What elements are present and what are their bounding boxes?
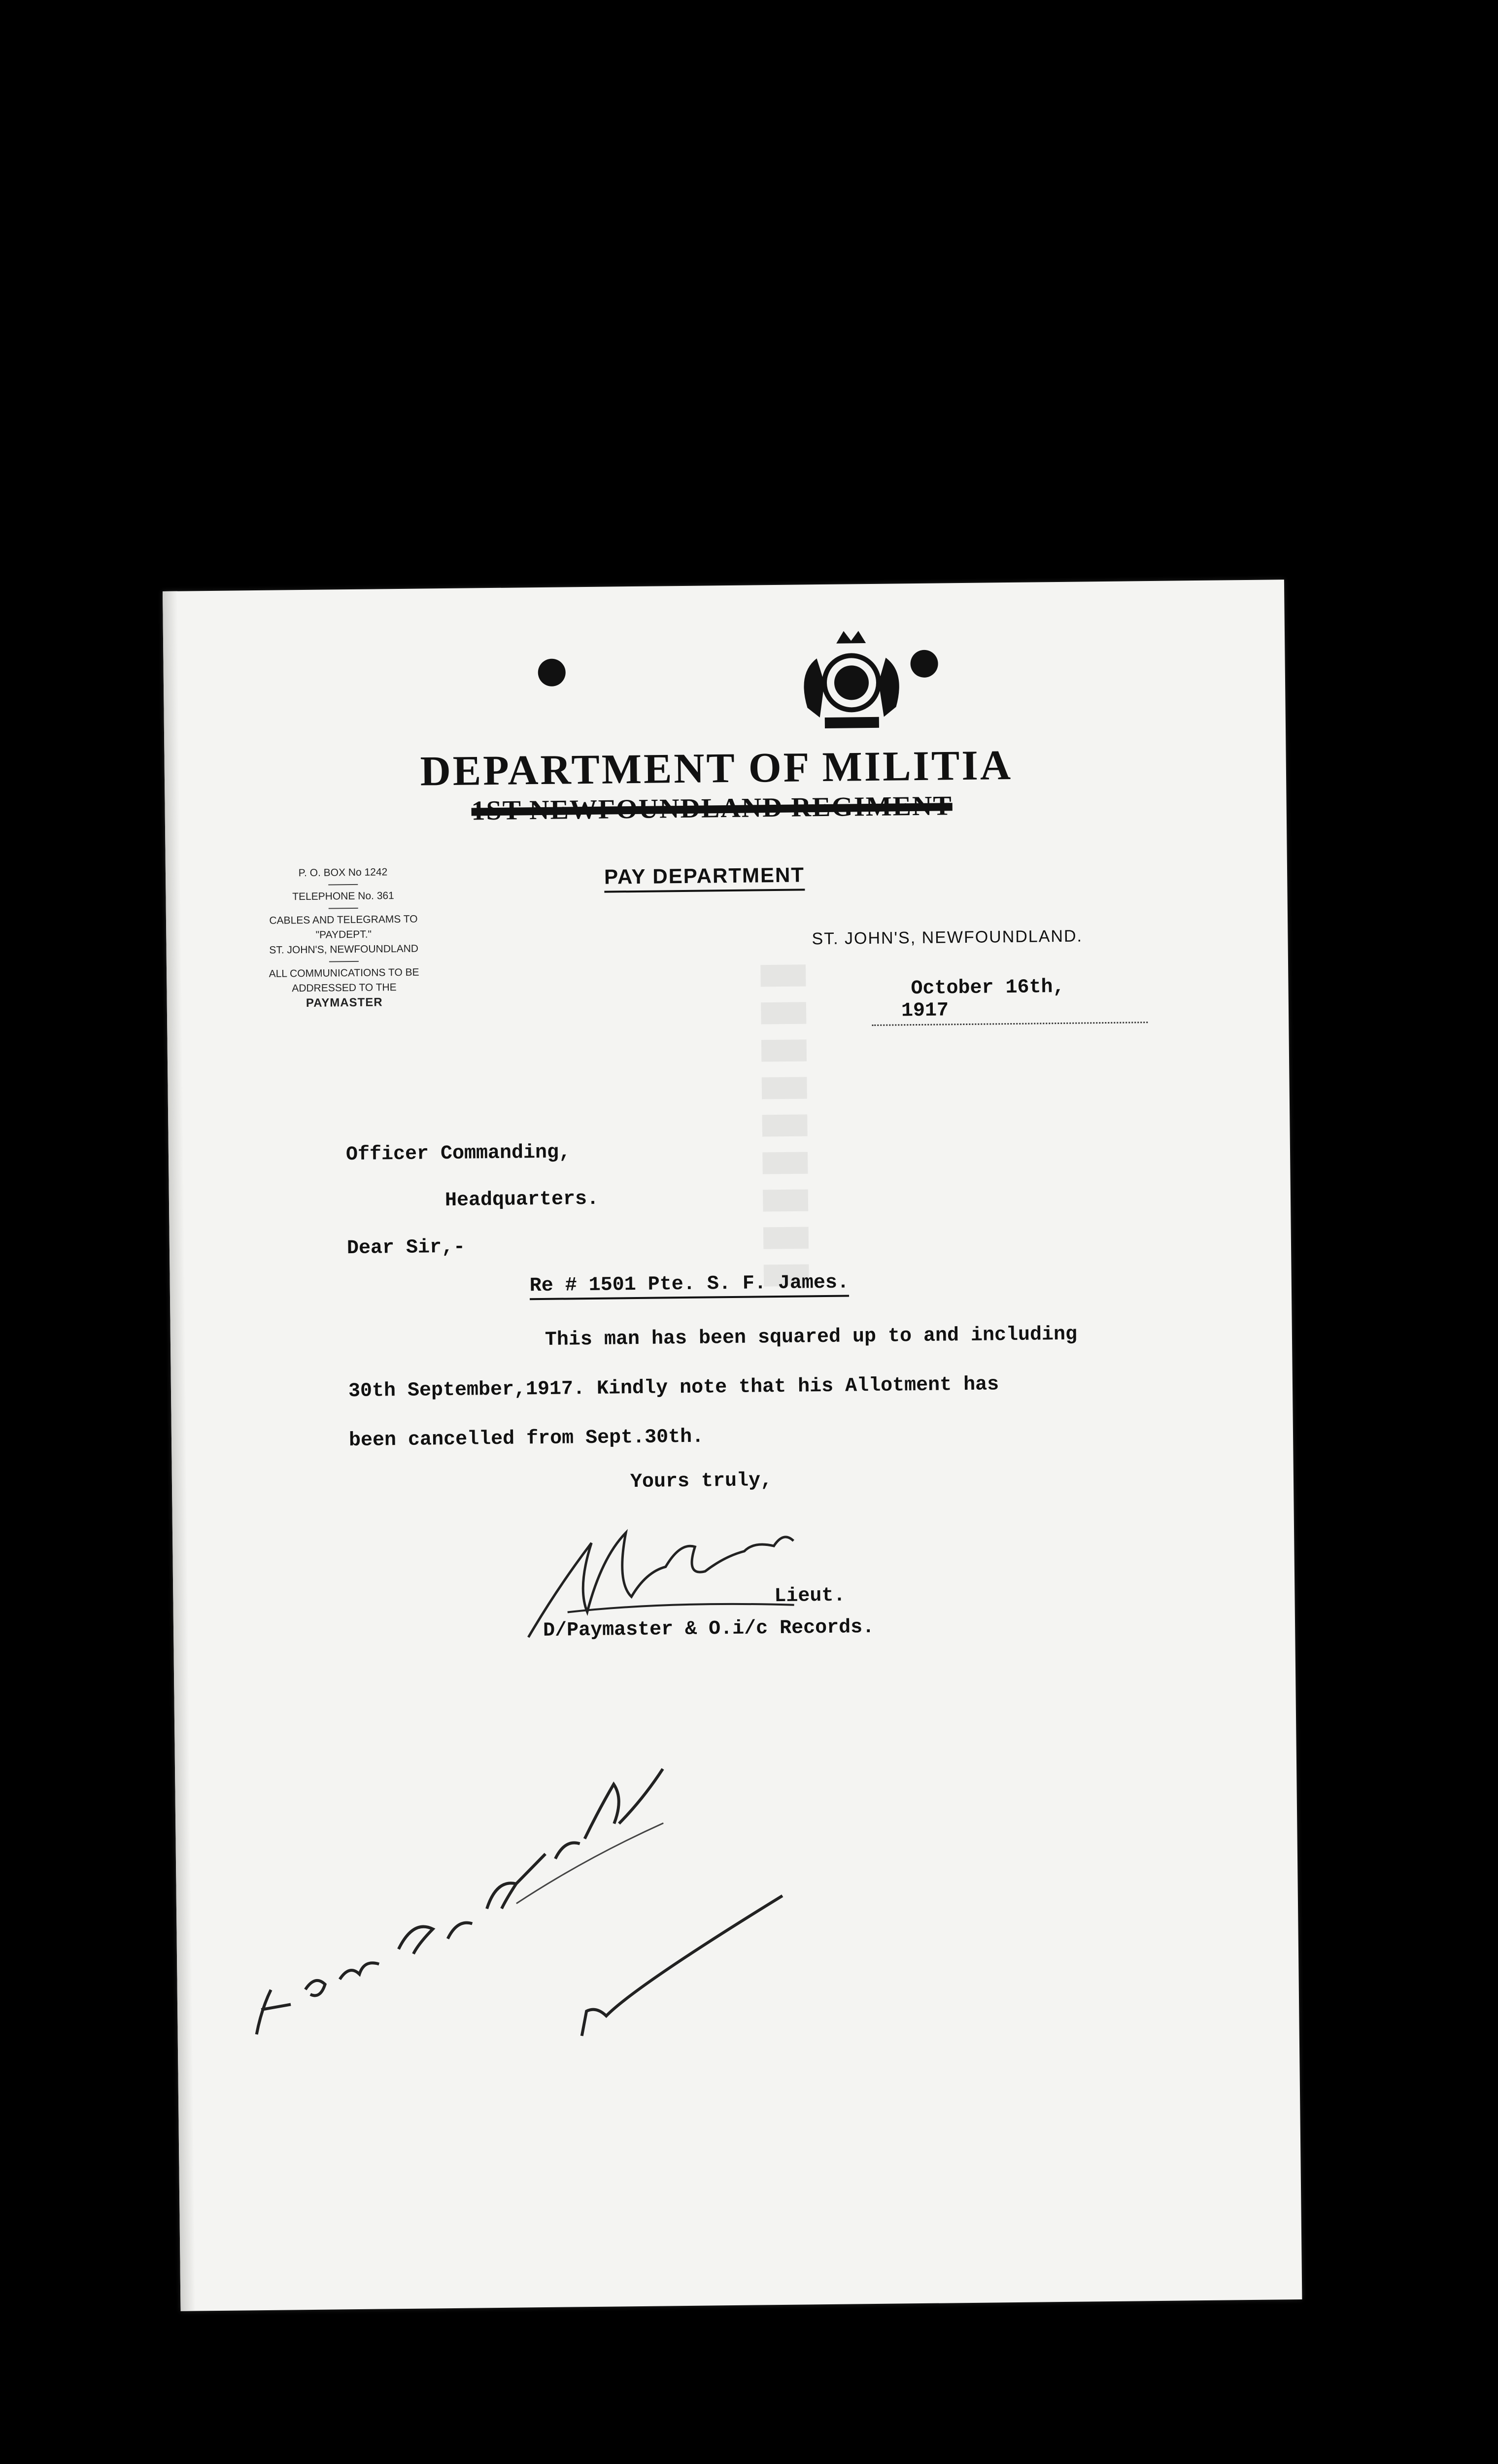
letterhead-title: DEPARTMENT OF MILITIA xyxy=(420,741,1013,795)
divider xyxy=(329,908,358,909)
signatory-title: D/Paymaster & O.i/c Records. xyxy=(543,1616,875,1643)
date-line xyxy=(871,975,1148,1026)
signatory-rank: Lieut. xyxy=(774,1584,846,1608)
cables-line-2: "PAYDEPT." xyxy=(315,928,372,941)
cables-line-1: CABLES AND TELEGRAMS TO xyxy=(269,913,418,926)
royal-crest-icon xyxy=(777,623,926,748)
struck-regiment-line: 1ST NEWFOUNDLAND REGIMENT xyxy=(471,790,953,826)
paper-edge xyxy=(163,591,196,2311)
pay-department-heading: PAY DEPARTMENT xyxy=(604,863,805,892)
addressee-line-2: Headquarters. xyxy=(444,1188,599,1212)
comms-line-1: ALL COMMUNICATIONS TO BE xyxy=(269,966,419,980)
body-line-3: been cancelled from Sept.30th. xyxy=(348,1426,704,1452)
comms-line-2: ADDRESSED TO THE xyxy=(292,982,397,994)
addressee-line-1: Officer Commanding, xyxy=(345,1141,571,1166)
letterhead-contact-info xyxy=(239,864,448,1011)
pobox-text: P. O. BOX No 1242 xyxy=(298,866,388,879)
salutation: Dear Sir,- xyxy=(346,1236,466,1260)
city-line: ST. JOHN'S, NEWFOUNDLAND. xyxy=(812,926,1083,949)
divider xyxy=(329,961,359,962)
letter-page xyxy=(163,580,1302,2311)
date-day: October 16th, xyxy=(911,976,1065,1000)
bleed-through-text: ▮▮▮▮▮▮▮▮▮ xyxy=(754,959,824,1297)
handwritten-annotation xyxy=(238,1708,833,2059)
closing: Yours truly, xyxy=(630,1470,773,1494)
divider xyxy=(328,884,358,886)
cables-line-3: ST. JOHN'S, NEWFOUNDLAND xyxy=(269,943,419,956)
punch-hole-left xyxy=(538,658,566,686)
subject-line: Re # 1501 Pte. S. F. James. xyxy=(530,1271,850,1300)
telephone-text: TELEPHONE No. 361 xyxy=(292,890,394,903)
body-line-1: This man has been squared up to and including xyxy=(545,1323,1078,1351)
body-line-2: 30th September,1917. Kindly note that his Allotment has xyxy=(348,1373,999,1403)
comms-line-3: PAYMASTER xyxy=(306,995,383,1010)
date-year: 1917 xyxy=(901,999,949,1023)
